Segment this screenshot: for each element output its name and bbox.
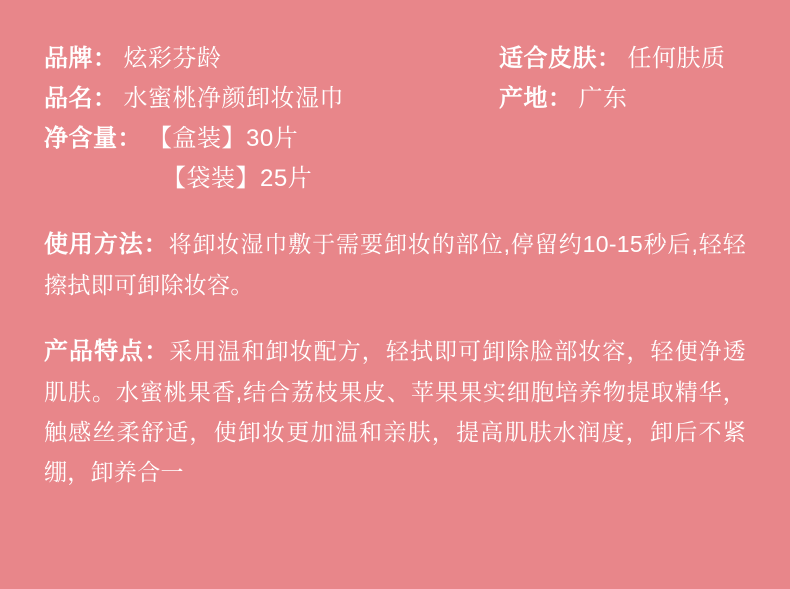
- features-label: 产品特点：: [44, 338, 170, 365]
- usage-label: 使用方法：: [44, 231, 169, 258]
- brand-value: 炫彩芬龄: [123, 45, 222, 72]
- spec-row-net-content: [44, 118, 499, 158]
- spec-row-product-name: [44, 78, 499, 118]
- usage-text: 将卸妆湿巾敷于需要卸妆的部位,停留约10-15秒后,轻轻擦拭即可卸除妆容。: [44, 231, 746, 298]
- net-content-label: 净含量：: [44, 125, 142, 152]
- net-content-value-box: 【盒装】30片: [148, 125, 299, 152]
- features-text: 采用温和卸妆配方，轻拭即可卸除脸部妆容，轻便净透肌肤。水蜜桃果香,结合荔枝果皮、苹果果实细胞培养物提取精华，触感丝柔舒适，使卸妆更加温和亲肤，提高肌肤水润度，卸后不紧绷，卸养合一: [44, 338, 747, 485]
- spec-row-spacer-2: [499, 158, 746, 198]
- spec-row-origin: [499, 78, 746, 118]
- brand-label: 品牌：: [44, 45, 118, 72]
- origin-value: 广东: [578, 85, 628, 112]
- features-block: [44, 331, 746, 492]
- spec-row-skin-type: [499, 38, 746, 78]
- net-content-value-bag: 【袋装】25片: [162, 165, 313, 192]
- spec-row-brand: [44, 38, 499, 78]
- origin-label: 产地：: [499, 85, 573, 112]
- features-paragraph: [44, 331, 746, 492]
- usage-block: [44, 224, 746, 305]
- usage-paragraph: [44, 224, 746, 305]
- product-name-value: 水蜜桃净颜卸妆湿巾: [123, 85, 344, 112]
- skin-type-label: 适合皮肤：: [499, 45, 622, 72]
- product-name-label: 品名：: [44, 85, 118, 112]
- spec-row-net-content-bag: [44, 158, 499, 198]
- spec-grid: [44, 38, 746, 198]
- spec-row-spacer: [499, 118, 746, 158]
- skin-type-value: 任何肤质: [627, 45, 726, 72]
